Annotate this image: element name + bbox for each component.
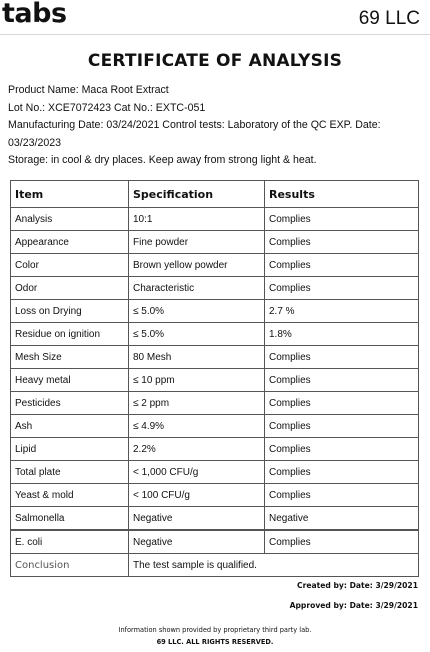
conclusion-row [11, 554, 419, 577]
cell-item: Odor [11, 277, 129, 300]
company-name: 69 LLC [358, 8, 420, 29]
cell-result: Complies [265, 369, 419, 392]
storage-info: Storage: in cool & dry places. Keep away from strong light & heat. [8, 154, 317, 167]
cell-item: Pesticides [11, 392, 129, 415]
cell-item: Heavy metal [11, 369, 129, 392]
footer-copyright: 69 LLC. ALL RIGHTS RESERVED. [156, 638, 274, 646]
header-divider [0, 34, 430, 35]
table-row [11, 484, 419, 507]
product-name: Product Name: Maca Root Extract [8, 84, 169, 96]
cell-item: Appearance [11, 231, 129, 254]
cell-result: Complies [265, 346, 419, 369]
table-row [11, 415, 419, 438]
conclusion-text: The test sample is qualified. [129, 554, 419, 577]
table-header-row [11, 181, 419, 208]
cell-specification: 80 Mesh [129, 346, 265, 369]
cell-item: Total plate [11, 461, 129, 484]
cell-result: Complies [265, 254, 419, 277]
cell-result: Complies [265, 461, 419, 484]
cell-specification: < 100 CFU/g [129, 484, 265, 507]
cell-item: Ash [11, 415, 129, 438]
cell-result: Complies [265, 530, 419, 554]
table-row [11, 346, 419, 369]
cell-result: Negative [265, 507, 419, 531]
lot-number: Lot No.: XCE7072423 Cat No.: EXTC-051 [8, 101, 206, 114]
cell-result: Complies [265, 208, 419, 231]
cell-specification: ≤ 4.9% [129, 415, 265, 438]
cell-item: Residue on ignition [11, 323, 129, 346]
table-row [11, 208, 419, 231]
cell-item: Yeast & mold [11, 484, 129, 507]
cell-result: Complies [265, 438, 419, 461]
table-row [11, 369, 419, 392]
cell-item: E. coli [11, 530, 129, 554]
header [0, 0, 430, 38]
cell-specification: ≤ 10 ppm [129, 369, 265, 392]
cell-specification: 2.2% [129, 438, 265, 461]
column-header-results: Results [265, 181, 419, 208]
cell-specification: Brown yellow powder [129, 254, 265, 277]
approved-by: Approved by: Date: 3/29/2021 [289, 601, 418, 610]
cell-specification: 10:1 [129, 208, 265, 231]
cell-specification: < 1,000 CFU/g [129, 461, 265, 484]
conclusion-label: Conclusion [11, 554, 129, 577]
cell-result: 2.7 % [265, 300, 419, 323]
cell-item: Color [11, 254, 129, 277]
cell-specification: Characteristic [129, 277, 265, 300]
expiry-date: 03/23/2023 [8, 136, 62, 149]
analysis-table [10, 180, 419, 577]
document-title: CERTIFICATE OF ANALYSIS [87, 51, 343, 71]
cell-result: Complies [265, 231, 419, 254]
column-header-specification: Specification [129, 181, 265, 208]
footer-disclaimer: Information shown provided by proprietary third party lab. [118, 626, 312, 634]
table-row [11, 392, 419, 415]
table-row [11, 530, 419, 554]
table-row [11, 323, 419, 346]
cell-item: Analysis [11, 208, 129, 231]
cell-item: Lipid [11, 438, 129, 461]
cell-item: Salmonella [11, 507, 129, 531]
column-header-item: Item [11, 181, 129, 208]
created-by: Created by: Date: 3/29/2021 [297, 581, 418, 590]
cell-result: Complies [265, 415, 419, 438]
cell-item: Mesh Size [11, 346, 129, 369]
cell-specification: ≤ 5.0% [129, 323, 265, 346]
table-body [11, 208, 419, 577]
cell-specification: Negative [129, 507, 265, 531]
cell-specification: Fine powder [129, 231, 265, 254]
cell-item: Loss on Drying [11, 300, 129, 323]
table-row [11, 254, 419, 277]
product-info [8, 82, 418, 170]
cell-specification: Negative [129, 530, 265, 554]
cell-specification: ≤ 2 ppm [129, 392, 265, 415]
cell-result: Complies [265, 392, 419, 415]
table-row [11, 461, 419, 484]
cell-specification: ≤ 5.0% [129, 300, 265, 323]
table-row [11, 277, 419, 300]
cell-result: Complies [265, 277, 419, 300]
brand-logo: tabs [2, 0, 67, 29]
manufacturing-info: Manufacturing Date: 03/24/2021 Control tests: Laboratory of the QC EXP. Date: [8, 119, 381, 132]
cell-result: 1.8% [265, 323, 419, 346]
table-row [11, 507, 419, 531]
cell-result: Complies [265, 484, 419, 507]
table-row [11, 438, 419, 461]
table-row [11, 231, 419, 254]
table-row [11, 300, 419, 323]
